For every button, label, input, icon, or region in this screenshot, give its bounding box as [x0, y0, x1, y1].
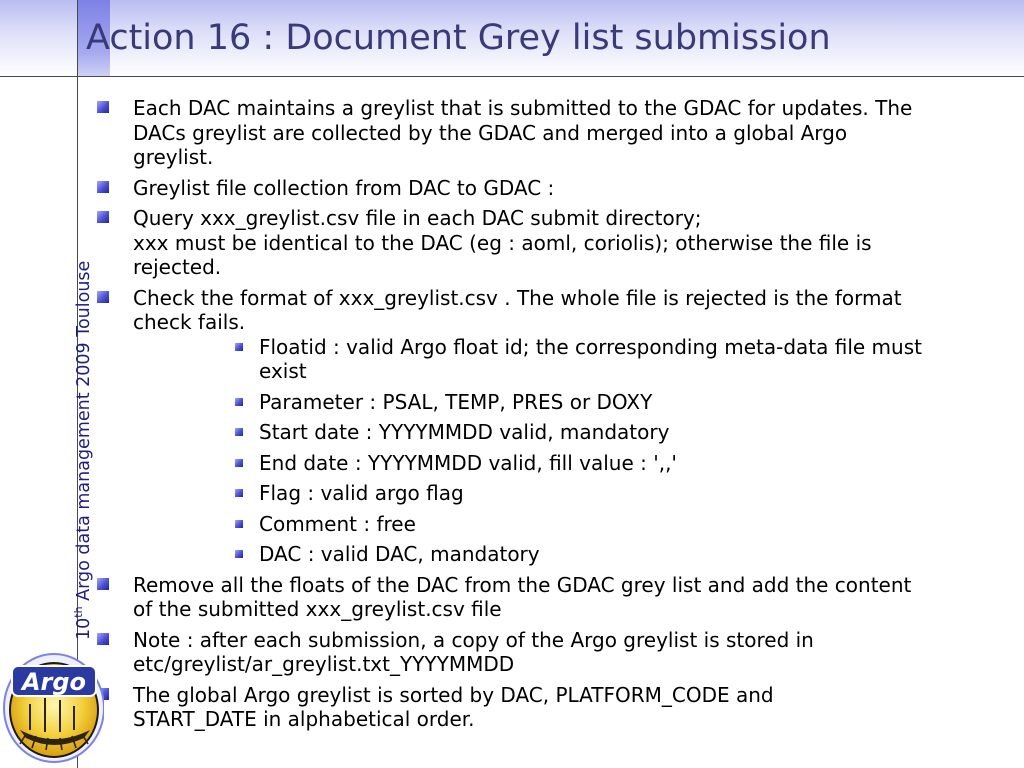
square-bullet-icon [97, 633, 109, 645]
sub-bullet-item [133, 451, 1016, 476]
bullet-text-line: START_DATE in alphabetical order. [133, 707, 475, 731]
small-square-bullet-icon [235, 459, 243, 467]
square-bullet-icon [97, 211, 109, 223]
sidebar-caption-prefix: 10 [74, 617, 94, 640]
small-square-bullet-icon [235, 550, 243, 558]
bullet-text-line: rejected. [133, 255, 222, 279]
small-square-bullet-icon [235, 489, 243, 497]
bullet-item [96, 96, 1016, 170]
bullet-text-line: Note : after each submission, a copy of the Argo greylist is stored in [133, 627, 814, 652]
title-divider [0, 76, 1024, 77]
sidebar-caption-superscript: th [72, 606, 86, 618]
small-square-bullet-icon [235, 398, 243, 406]
sub-bullet-text-line: Start date : YYYYMMDD valid, mandatory [259, 420, 670, 444]
bullet-item [96, 683, 1016, 732]
sub-bullet-item [133, 390, 1016, 415]
bullet-text-line: DACs greylist are collected by the GDAC and merged into a global Argo [133, 120, 848, 145]
bullet-text-line: check fails. [133, 310, 246, 334]
bullet-text-line: etc/greylist/ar_greylist.txt_YYYYMMDD [133, 652, 515, 676]
bullet-item [96, 628, 1016, 677]
square-bullet-icon [97, 578, 109, 590]
bullet-text-line: Remove all the floats of the DAC from the GDAC grey list and add the content [133, 572, 912, 597]
sub-bullet-text-line: DAC : valid DAC, mandatory [259, 542, 540, 566]
bullet-list [96, 96, 1016, 732]
bullet-text-line: greylist. [133, 145, 214, 169]
sub-bullet-text-line: exist [259, 359, 307, 383]
sidebar-caption [71, 200, 97, 640]
sidebar-caption-text: Argo data management 2009 Toulouse [74, 260, 94, 607]
sub-bullet-text-line: Parameter : PSAL, TEMP, PRES or DOXY [259, 389, 653, 414]
small-square-bullet-icon [235, 343, 243, 351]
bullet-text-line: xxx must be identical to the DAC (eg : aoml, coriolis); otherwise the file is [133, 230, 872, 255]
bullet-text-line: The global Argo greylist is sorted by DAC, PLATFORM_CODE and [133, 682, 774, 707]
bullet-text-line: Greylist file collection from DAC to GDAC : [133, 175, 555, 200]
sub-bullet-text-line: Flag : valid argo flag [259, 481, 464, 505]
square-bullet-icon [97, 181, 109, 193]
bullet-text-line: Query xxx_greylist.csv file in each DAC submit directory; [133, 206, 702, 230]
bullet-item [96, 573, 1016, 622]
bullet-item [96, 286, 1016, 567]
small-square-bullet-icon [235, 428, 243, 436]
bullet-text-line: of the submitted xxx_greylist.csv file [133, 597, 502, 621]
sub-bullet-item [133, 420, 1016, 445]
square-bullet-icon [97, 101, 109, 113]
bullet-text-line: Each DAC maintains a greylist that is submitted to the GDAC for updates. The [133, 96, 913, 120]
square-bullet-icon [97, 291, 109, 303]
sub-bullet-item [133, 335, 1016, 384]
sub-bullet-list [133, 335, 1016, 567]
sub-bullet-text-line: Comment : free [259, 511, 416, 536]
argo-logo-text: Argo [21, 668, 87, 696]
sub-bullet-item [133, 542, 1016, 567]
sub-bullet-item [133, 512, 1016, 537]
bullet-content [96, 96, 1016, 738]
argo-logo [0, 652, 104, 764]
small-square-bullet-icon [235, 520, 243, 528]
sub-bullet-text-line: Floatid : valid Argo float id; the corresponding meta-data file must [259, 334, 922, 359]
bullet-item [96, 176, 1016, 201]
bullet-text-line: Check the format of xxx_greylist.csv . The whole file is rejected is the format [133, 285, 902, 310]
slide-title: Action 16 : Document Grey list submission [86, 18, 831, 58]
sub-bullet-text-line: End date : YYYYMMDD valid, fill value : ',,' [259, 450, 677, 475]
sub-bullet-item [133, 481, 1016, 506]
bullet-item [96, 206, 1016, 280]
